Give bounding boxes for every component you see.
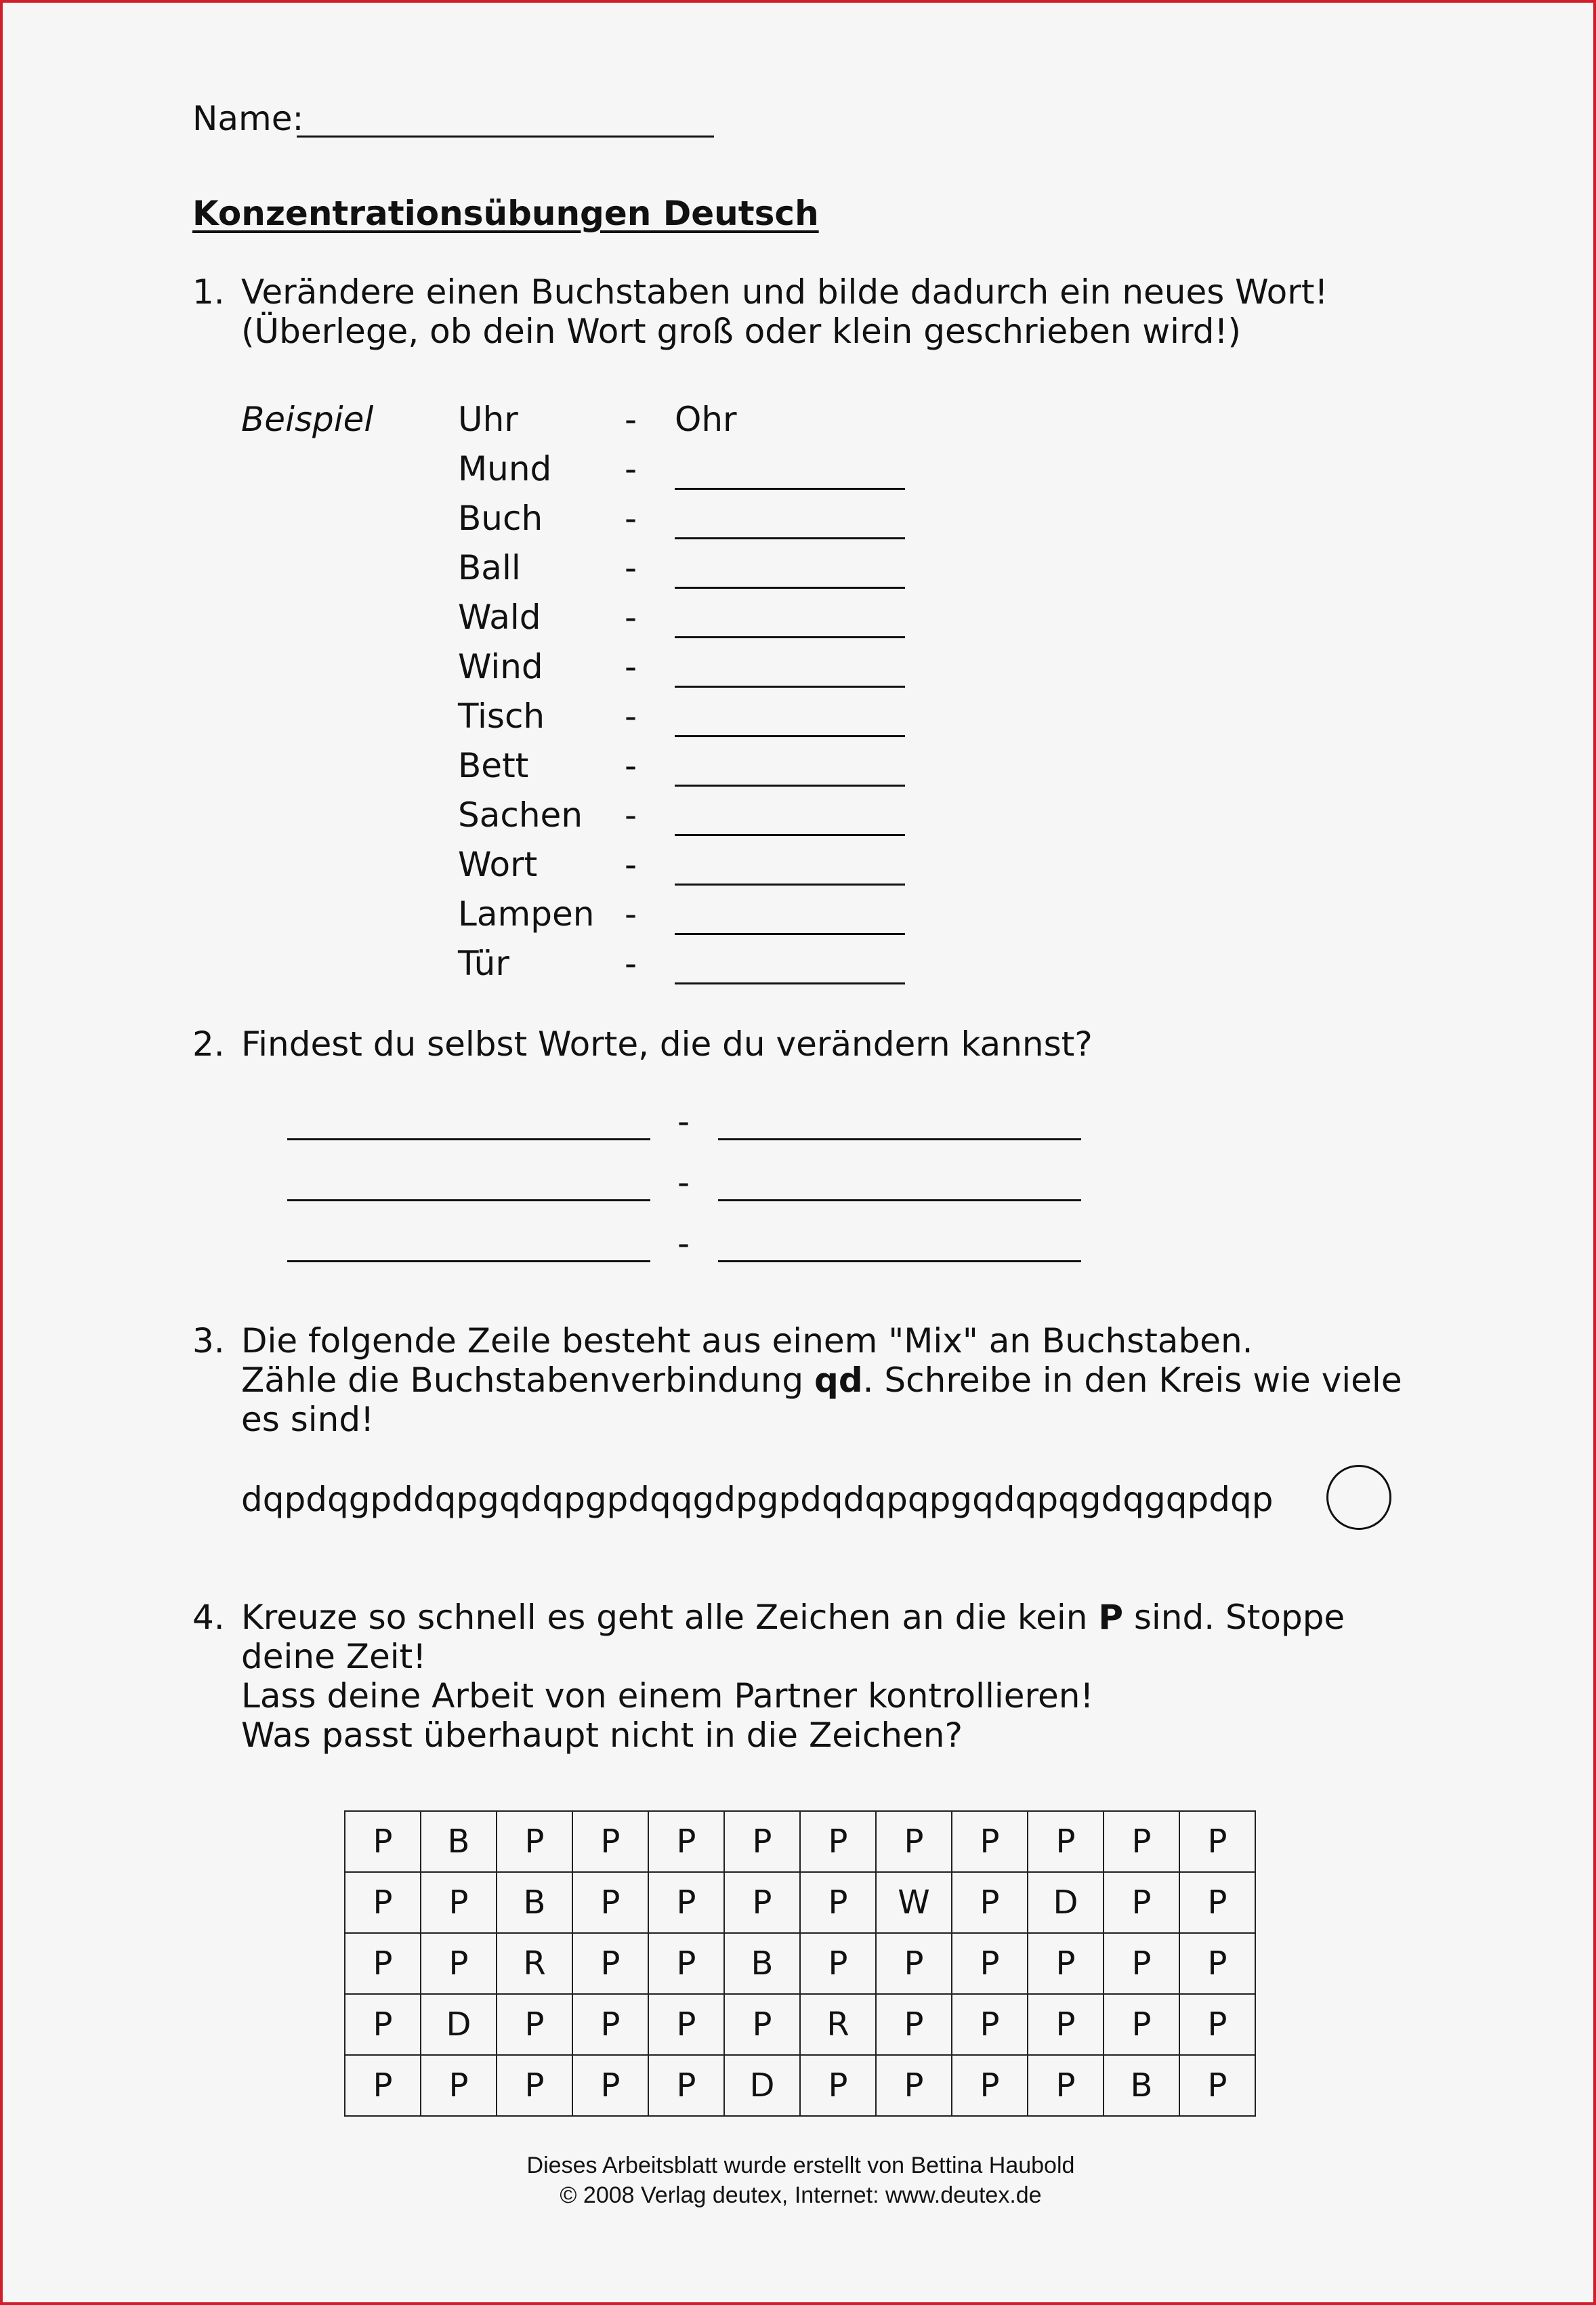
word-list-item: Mund — [458, 449, 552, 489]
worksheet-title: Konzentrationsübungen Deutsch — [192, 194, 819, 233]
grid-cell[interactable]: B — [497, 1872, 572, 1933]
grid-row — [345, 1872, 1255, 1933]
example-label: Beispiel — [241, 400, 374, 439]
word-dash: - — [625, 845, 637, 884]
footer-author: Dieses Arbeitsblatt wurde erstellt von Bettina Haubold — [526, 2153, 1075, 2178]
grid-cell[interactable]: P — [648, 2055, 724, 2116]
grid-cell[interactable]: P — [421, 2055, 497, 2116]
word-pair-blank-left[interactable] — [287, 1138, 650, 1140]
grid-cell[interactable]: B — [1104, 2055, 1179, 2116]
answer-circle[interactable] — [1326, 1465, 1391, 1530]
grid-cell[interactable]: P — [572, 1811, 648, 1872]
answer-blank[interactable] — [675, 735, 905, 737]
grid-cell[interactable]: B — [421, 1811, 497, 1872]
name-label: Name: — [192, 99, 304, 138]
task4-instruction-line3: Lass deine Arbeit von einem Partner kontrollieren! — [241, 1676, 1094, 1716]
name-field[interactable] — [297, 136, 714, 138]
task3-instruction-line2 — [241, 1361, 1402, 1400]
grid-cell[interactable]: P — [876, 2055, 952, 2116]
word-pair-blank-right[interactable] — [718, 1260, 1081, 1262]
word-list-item: Lampen — [458, 894, 595, 934]
grid-cell[interactable]: P — [800, 1933, 876, 1994]
grid-cell[interactable]: P — [876, 1933, 952, 1994]
grid-cell[interactable]: R — [800, 1994, 876, 2055]
task4-instruction-line1 — [241, 1598, 1345, 1637]
grid-cell[interactable]: P — [572, 1994, 648, 2055]
grid-cell[interactable]: P — [876, 1811, 952, 1872]
word-list-item: Wort — [458, 845, 538, 884]
grid-cell[interactable]: P — [421, 1872, 497, 1933]
grid-cell[interactable]: R — [497, 1933, 572, 1994]
answer-blank[interactable] — [675, 933, 905, 935]
word-pair-blank-right[interactable] — [718, 1138, 1081, 1140]
grid-cell[interactable]: P — [345, 1872, 421, 1933]
word-list-item: Bett — [458, 746, 529, 785]
grid-cell[interactable]: D — [724, 2055, 800, 2116]
answer-blank[interactable] — [675, 488, 905, 490]
grid-cell[interactable]: P — [572, 1872, 648, 1933]
grid-cell[interactable]: P — [952, 1872, 1028, 1933]
grid-cell[interactable]: P — [1179, 1933, 1255, 1994]
grid-cell[interactable]: P — [724, 1994, 800, 2055]
task3-instruction-line1: Die folgende Zeile besteht aus einem "Mix" an Buchstaben. — [241, 1321, 1253, 1361]
grid-cell[interactable]: P — [1028, 1933, 1104, 1994]
word-pair-dash: - — [677, 1102, 690, 1141]
grid-cell[interactable]: P — [1028, 2055, 1104, 2116]
word-list-item: Tisch — [458, 697, 545, 736]
grid-cell[interactable]: P — [1179, 1811, 1255, 1872]
task1-instruction-line1: Verändere einen Buchstaben und bilde dadurch ein neues Wort! — [241, 272, 1328, 312]
footer — [3, 2151, 1596, 2210]
example-dash: - — [625, 400, 637, 439]
word-dash: - — [625, 944, 637, 983]
task1-instruction-line2: (Überlege, ob dein Wort groß oder klein geschrieben wird!) — [241, 312, 1242, 351]
grid-cell[interactable]: P — [1104, 1872, 1179, 1933]
word-pair-dash: - — [677, 1163, 690, 1202]
target-letters: qd — [814, 1361, 863, 1400]
answer-blank[interactable] — [675, 636, 905, 638]
grid-cell[interactable]: D — [1028, 1872, 1104, 1933]
word-pair-blank-left[interactable] — [287, 1199, 650, 1201]
answer-blank[interactable] — [675, 537, 905, 539]
answer-blank[interactable] — [675, 982, 905, 984]
answer-blank[interactable] — [675, 686, 905, 688]
grid-cell[interactable]: P — [648, 1811, 724, 1872]
word-dash: - — [625, 647, 637, 686]
grid-cell[interactable]: P — [724, 1811, 800, 1872]
word-list-item: Wind — [458, 647, 543, 686]
grid-cell[interactable]: P — [800, 1872, 876, 1933]
word-dash: - — [625, 548, 637, 587]
grid-row — [345, 1933, 1255, 1994]
grid-cell[interactable]: P — [800, 2055, 876, 2116]
task4-instruction-line4: Was passt überhaupt nicht in die Zeichen? — [241, 1716, 963, 1755]
grid-cell[interactable]: D — [421, 1994, 497, 2055]
grid-cell[interactable]: P — [648, 1872, 724, 1933]
grid-cell[interactable]: P — [876, 1994, 952, 2055]
word-pair-blank-right[interactable] — [718, 1199, 1081, 1201]
task2-instruction: Findest du selbst Worte, die du verändern kannst? — [241, 1024, 1093, 1064]
task3-instruction-line3: es sind! — [241, 1400, 375, 1439]
grid-cell[interactable]: W — [876, 1872, 952, 1933]
task4-line1-rest: sind. Stoppe — [1122, 1598, 1345, 1637]
grid-row — [345, 2055, 1255, 2116]
task3-line2-rest: . Schreibe in den Kreis wie viele — [862, 1361, 1402, 1400]
grid-cell[interactable]: P — [1028, 1811, 1104, 1872]
word-pair-blank-left[interactable] — [287, 1260, 650, 1262]
grid-cell[interactable]: P — [952, 1933, 1028, 1994]
grid-cell[interactable]: P — [648, 1933, 724, 1994]
task4-line1-text: Kreuze so schnell es geht alle Zeichen an die kein — [241, 1598, 1099, 1637]
example-answer: Ohr — [675, 400, 737, 439]
grid-cell[interactable]: P — [345, 1994, 421, 2055]
grid-cell[interactable]: P — [572, 2055, 648, 2116]
word-list-item: Buch — [458, 499, 543, 538]
grid-cell[interactable]: P — [1179, 1872, 1255, 1933]
word-dash: - — [625, 746, 637, 785]
word-dash: - — [625, 697, 637, 736]
grid-cell[interactable]: P — [497, 2055, 572, 2116]
grid-row — [345, 1811, 1255, 1872]
grid-cell[interactable]: B — [724, 1933, 800, 1994]
task3-line2-text: Zähle die Buchstabenverbindung — [241, 1361, 815, 1400]
target-letter: P — [1098, 1598, 1123, 1637]
task3-number: 3. — [192, 1321, 225, 1361]
grid-cell[interactable]: P — [1104, 1994, 1179, 2055]
answer-blank[interactable] — [675, 587, 905, 589]
task1-number: 1. — [192, 272, 225, 312]
grid-cell[interactable]: P — [1179, 1994, 1255, 2055]
answer-blank[interactable] — [675, 785, 905, 787]
grid-cell[interactable]: P — [1104, 1933, 1179, 1994]
grid-cell[interactable]: P — [1028, 1994, 1104, 2055]
task2-number: 2. — [192, 1024, 225, 1064]
grid-cell[interactable]: P — [345, 1933, 421, 1994]
letter-mix-line: dqpdqgpddqpgqdqpgpdqqgdpgpdqdqpqpgqdqpqgdqgqpdqp — [241, 1480, 1274, 1519]
word-list-item: Wald — [458, 598, 541, 637]
word-dash: - — [625, 449, 637, 489]
grid-cell[interactable]: P — [648, 1994, 724, 2055]
grid-cell[interactable]: P — [421, 1933, 497, 1994]
word-dash: - — [625, 795, 637, 835]
grid-cell[interactable]: P — [345, 1811, 421, 1872]
grid-cell[interactable]: P — [800, 1811, 876, 1872]
letter-grid — [344, 1810, 1256, 2117]
answer-blank[interactable] — [675, 834, 905, 836]
word-list-item: Tür — [458, 944, 509, 983]
word-dash: - — [625, 894, 637, 934]
word-list-item: Ball — [458, 548, 521, 587]
grid-cell[interactable]: P — [724, 1872, 800, 1933]
grid-cell[interactable]: P — [497, 1811, 572, 1872]
grid-cell[interactable]: P — [497, 1994, 572, 2055]
task4-instruction-line2: deine Zeit! — [241, 1637, 427, 1676]
footer-copyright: © 2008 Verlag deutex, Internet: www.deutex.de — [560, 2182, 1042, 2208]
example-word: Uhr — [458, 400, 518, 439]
grid-cell[interactable]: P — [952, 1811, 1028, 1872]
task4-number: 4. — [192, 1598, 225, 1637]
grid-cell[interactable]: P — [952, 1994, 1028, 2055]
grid-cell[interactable]: P — [1104, 1811, 1179, 1872]
grid-cell[interactable]: P — [1179, 2055, 1255, 2116]
answer-blank[interactable] — [675, 884, 905, 886]
grid-row — [345, 1994, 1255, 2055]
word-dash: - — [625, 499, 637, 538]
grid-cell[interactable]: P — [345, 2055, 421, 2116]
grid-cell[interactable]: P — [952, 2055, 1028, 2116]
word-dash: - — [625, 598, 637, 637]
word-list-item: Sachen — [458, 795, 583, 835]
word-pair-dash: - — [677, 1224, 690, 1263]
grid-cell[interactable]: P — [572, 1933, 648, 1994]
